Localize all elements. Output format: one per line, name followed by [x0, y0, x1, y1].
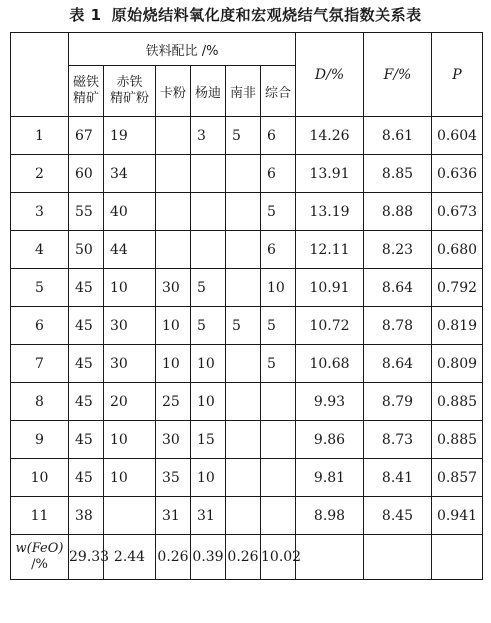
table-cell-d: 10.72 — [296, 307, 364, 345]
table-cell-c2: 10 — [104, 459, 156, 497]
header-ratio-group: 铁料配比 /% — [69, 33, 296, 66]
table-cell-c2: 19 — [104, 117, 156, 155]
table-cell-c2: 30 — [104, 345, 156, 383]
header-composite: 综合 — [261, 66, 296, 117]
table-cell-c4: 3 — [191, 117, 226, 155]
table-cell-f: 8.85 — [364, 155, 432, 193]
feo-label-line1: w(FeO) — [15, 541, 64, 556]
feo-label — [11, 535, 69, 580]
table-cell-c6: 6 — [261, 155, 296, 193]
table-cell-c5 — [226, 345, 261, 383]
table-cell-c1: 45 — [69, 459, 104, 497]
table-cell-d: 13.91 — [296, 155, 364, 193]
table-cell-c5 — [226, 383, 261, 421]
table-cell-c1: 45 — [69, 421, 104, 459]
table-cell-c6 — [261, 421, 296, 459]
table-cell-c1: 45 — [69, 383, 104, 421]
table-cell-c1: 67 — [69, 117, 104, 155]
table-cell-d: 9.86 — [296, 421, 364, 459]
feo-cell-c6: 10.02 — [261, 535, 296, 580]
table-cell-c3 — [156, 193, 191, 231]
header-hematite — [104, 66, 156, 117]
header-hematite-line1: 赤铁 — [116, 75, 143, 90]
feo-cell-f — [364, 535, 432, 580]
header-index — [11, 33, 69, 117]
table-cell-p: 0.792 — [432, 269, 483, 307]
table-row — [11, 307, 483, 345]
table-row — [11, 497, 483, 535]
table-cell-c4 — [191, 193, 226, 231]
table-cell-d: 14.26 — [296, 117, 364, 155]
table-cell-f: 8.78 — [364, 307, 432, 345]
table-cell-c4 — [191, 231, 226, 269]
table-cell-p: 0.857 — [432, 459, 483, 497]
table-cell-f: 8.64 — [364, 345, 432, 383]
table-cell-c3: 10 — [156, 345, 191, 383]
header-magnetite — [69, 66, 104, 117]
table-cell-p: 0.809 — [432, 345, 483, 383]
table-row — [11, 383, 483, 421]
header-hematite-line2: 精矿粉 — [109, 91, 149, 106]
header-magnetite-line2: 精矿 — [72, 91, 99, 106]
table-cell-n: 11 — [11, 497, 69, 535]
table-cell-c6 — [261, 497, 296, 535]
table-cell-c5 — [226, 155, 261, 193]
table-row — [11, 155, 483, 193]
table-cell-f: 8.73 — [364, 421, 432, 459]
table-cell-c6: 5 — [261, 307, 296, 345]
table-cell-c2: 20 — [104, 383, 156, 421]
table-cell-c5: 5 — [226, 307, 261, 345]
table-cell-c3: 10 — [156, 307, 191, 345]
table-cell-f: 8.41 — [364, 459, 432, 497]
table-cell-c2 — [104, 497, 156, 535]
table-cell-p: 0.885 — [432, 421, 483, 459]
table-cell-c3: 30 — [156, 421, 191, 459]
table-cell-c4: 10 — [191, 345, 226, 383]
table-cell-n: 10 — [11, 459, 69, 497]
table-row — [11, 421, 483, 459]
table-cell-c4: 5 — [191, 269, 226, 307]
table-cell-d: 10.91 — [296, 269, 364, 307]
feo-cell-c5: 0.26 — [226, 535, 261, 580]
table-cell-c5 — [226, 497, 261, 535]
table-cell-d: 10.68 — [296, 345, 364, 383]
feo-cell-c3: 0.26 — [156, 535, 191, 580]
table-cell-c4: 15 — [191, 421, 226, 459]
table-cell-n: 6 — [11, 307, 69, 345]
table-cell-c5: 5 — [226, 117, 261, 155]
table-cell-c2: 30 — [104, 307, 156, 345]
table-cell-f: 8.23 — [364, 231, 432, 269]
table-cell-c3: 30 — [156, 269, 191, 307]
table-row — [11, 345, 483, 383]
table-cell-c2: 10 — [104, 421, 156, 459]
feo-cell-c4: 0.39 — [191, 535, 226, 580]
table-cell-n: 4 — [11, 231, 69, 269]
table-cell-d: 9.81 — [296, 459, 364, 497]
table-cell-n: 9 — [11, 421, 69, 459]
table-cell-c5 — [226, 421, 261, 459]
table-cell-p: 0.636 — [432, 155, 483, 193]
table-cell-c2: 40 — [104, 193, 156, 231]
header-p: P — [432, 33, 483, 117]
feo-label-line2: /% — [31, 557, 48, 572]
table-cell-d: 12.11 — [296, 231, 364, 269]
table-cell-n: 7 — [11, 345, 69, 383]
table-cell-f: 8.79 — [364, 383, 432, 421]
table-cell-d: 8.98 — [296, 497, 364, 535]
table-cell-c1: 50 — [69, 231, 104, 269]
table-cell-c1: 45 — [69, 269, 104, 307]
table-cell-f: 8.88 — [364, 193, 432, 231]
table-cell-c2: 44 — [104, 231, 156, 269]
table-cell-n: 3 — [11, 193, 69, 231]
table-cell-c1: 55 — [69, 193, 104, 231]
feo-cell-c2: 2.44 — [104, 535, 156, 580]
table-cell-c5 — [226, 459, 261, 497]
table-cell-c4: 5 — [191, 307, 226, 345]
table-cell-c6 — [261, 459, 296, 497]
table-cell-d: 13.19 — [296, 193, 364, 231]
header-south-africa: 南非 — [226, 66, 261, 117]
table-cell-c5 — [226, 231, 261, 269]
table-cell-c6: 5 — [261, 345, 296, 383]
header-magnetite-line1: 磁铁 — [72, 75, 99, 90]
header-row-1 — [11, 33, 483, 66]
feo-cell-p — [432, 535, 483, 580]
table-cell-c5 — [226, 269, 261, 307]
table-cell-c4 — [191, 155, 226, 193]
feo-cell-c1: 29.33 — [69, 535, 104, 580]
feo-cell-d — [296, 535, 364, 580]
table-row — [11, 459, 483, 497]
table-row — [11, 231, 483, 269]
table-cell-c5 — [226, 193, 261, 231]
table-cell-c6: 6 — [261, 231, 296, 269]
table-cell-c4: 31 — [191, 497, 226, 535]
table-cell-c3 — [156, 231, 191, 269]
table-row — [11, 117, 483, 155]
table-cell-n: 5 — [11, 269, 69, 307]
table-cell-c2: 10 — [104, 269, 156, 307]
header-yandi: 杨迪 — [191, 66, 226, 117]
header-f: F/% — [364, 33, 432, 117]
table-cell-c2: 34 — [104, 155, 156, 193]
table-cell-n: 2 — [11, 155, 69, 193]
table-row — [11, 193, 483, 231]
table-cell-c6: 6 — [261, 117, 296, 155]
table-cell-p: 0.604 — [432, 117, 483, 155]
table-cell-c1: 45 — [69, 345, 104, 383]
table-cell-c3: 31 — [156, 497, 191, 535]
table-cell-c4: 10 — [191, 383, 226, 421]
table-cell-c1: 38 — [69, 497, 104, 535]
table-cell-c3: 25 — [156, 383, 191, 421]
table-cell-n: 8 — [11, 383, 69, 421]
table-cell-p: 0.680 — [432, 231, 483, 269]
table-cell-p: 0.673 — [432, 193, 483, 231]
table-cell-c6: 5 — [261, 193, 296, 231]
table-cell-c3 — [156, 155, 191, 193]
data-table — [10, 32, 483, 580]
table-cell-f: 8.64 — [364, 269, 432, 307]
table-cell-c6 — [261, 383, 296, 421]
table-cell-n: 1 — [11, 117, 69, 155]
table-cell-c3 — [156, 117, 191, 155]
table-number: 表 1 — [69, 6, 102, 24]
table-title: 原始烧结料氧化度和宏观烧结气氛指数关系表 — [111, 6, 422, 24]
header-d: D/% — [296, 33, 364, 117]
table-cell-c1: 60 — [69, 155, 104, 193]
table-row — [11, 269, 483, 307]
table-cell-c6: 10 — [261, 269, 296, 307]
table-cell-f: 8.45 — [364, 497, 432, 535]
header-carajas: 卡粉 — [156, 66, 191, 117]
table-cell-p: 0.941 — [432, 497, 483, 535]
table-cell-d: 9.93 — [296, 383, 364, 421]
table-cell-c1: 45 — [69, 307, 104, 345]
feo-row — [11, 535, 483, 580]
table-cell-p: 0.885 — [432, 383, 483, 421]
table-cell-c3: 35 — [156, 459, 191, 497]
table-cell-c4: 10 — [191, 459, 226, 497]
table-cell-f: 8.61 — [364, 117, 432, 155]
table-cell-p: 0.819 — [432, 307, 483, 345]
table-caption — [0, 4, 491, 25]
